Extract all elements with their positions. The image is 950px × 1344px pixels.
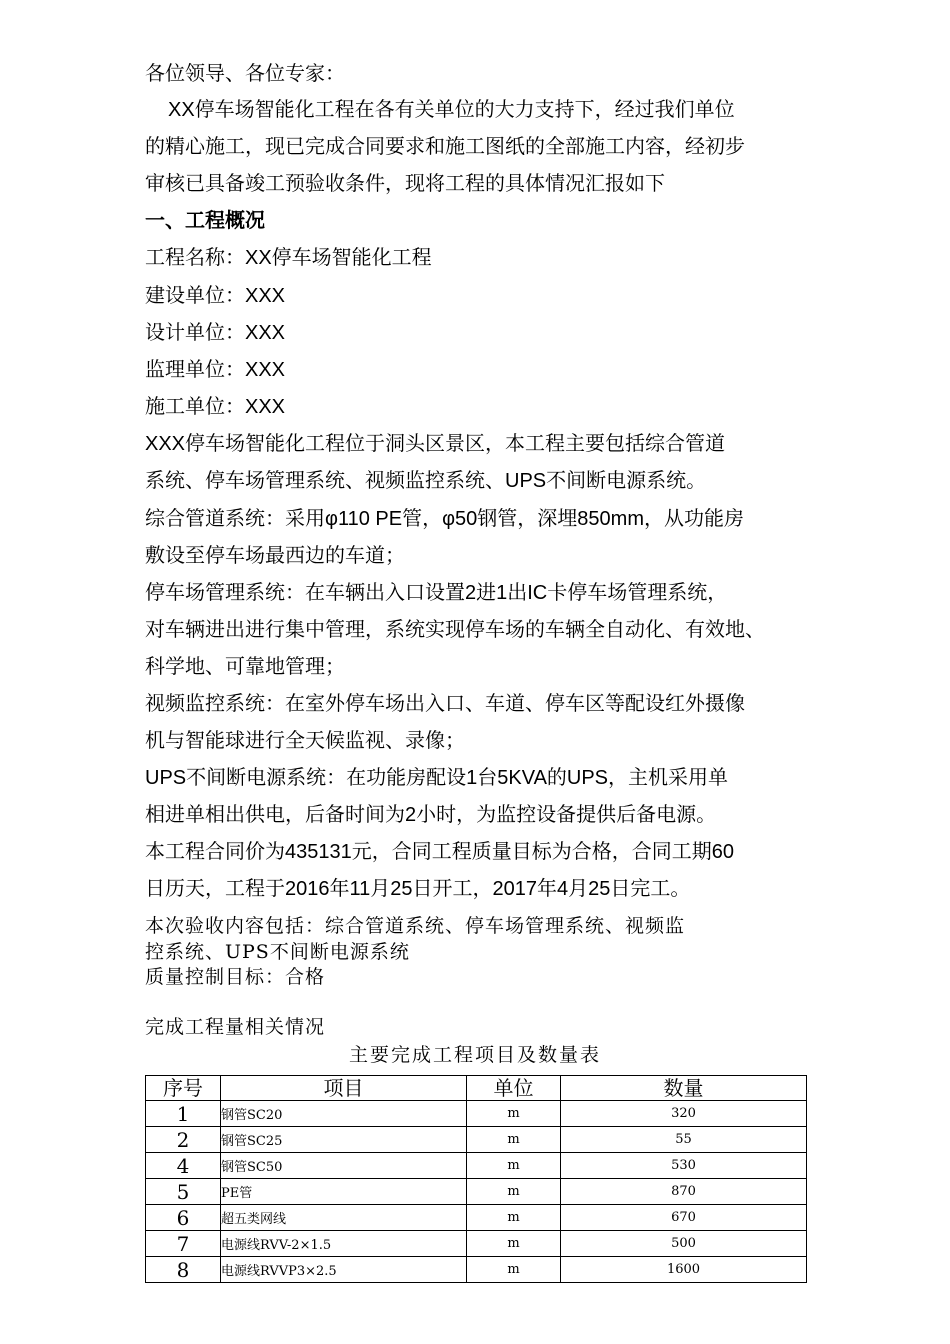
scope-line: 控系统、UPS不间断电源系统 xyxy=(145,941,410,963)
overview-paragraph-line: 系统、停车场管理系统、视频监控系统、UPS不间断电源系统。 xyxy=(145,470,707,492)
contract-line: 日历天，工程于2016年11月25日开工，2017年4月25日完工。 xyxy=(145,878,691,900)
cell-quantity: 320 xyxy=(561,1101,807,1127)
quality-target-line: 质量控制目标：合格 xyxy=(145,966,326,988)
cell-unit: m xyxy=(467,1257,561,1283)
table-row xyxy=(146,1257,807,1283)
cell-unit: m xyxy=(467,1153,561,1179)
table-row xyxy=(146,1179,807,1205)
overview-paragraph-line: XXX停车场智能化工程位于洞头区景区，本工程主要包括综合管道 xyxy=(145,433,726,455)
video-system-line: 机与智能球进行全天候监视、录像； xyxy=(145,730,465,752)
cell-item: 钢管SC20 xyxy=(221,1101,467,1127)
cell-item: PE管 xyxy=(221,1179,467,1205)
section-heading: 一、工程概况 xyxy=(145,210,265,232)
header-item: 项目 xyxy=(221,1076,467,1101)
table-header-row xyxy=(146,1076,807,1101)
cell-unit: m xyxy=(467,1231,561,1257)
designer-text: 设计单位：XXX xyxy=(145,322,286,344)
cell-unit: m xyxy=(467,1101,561,1127)
cell-no: 7 xyxy=(146,1231,221,1257)
intro-paragraph-line: XX停车场智能化工程在各有关单位的大力支持下，经过我们单位 xyxy=(168,99,735,121)
table-row xyxy=(146,1231,807,1257)
table-title: 主要完成工程项目及数量表 xyxy=(348,1044,601,1066)
completed-work-heading: 完成工程量相关情况 xyxy=(145,1016,326,1038)
parking-system-line: 停车场管理系统：在车辆出入口设置2进1出IC卡停车场管理系统， xyxy=(145,582,728,604)
cell-no: 8 xyxy=(146,1257,221,1283)
cell-quantity: 500 xyxy=(561,1231,807,1257)
cell-quantity: 670 xyxy=(561,1205,807,1231)
parking-system-line: 对车辆进出进行集中管理，系统实现停车场的车辆全自动化、有效地、 xyxy=(145,619,765,641)
cell-item: 电源线RVVP3×2.5 xyxy=(221,1257,467,1283)
cell-item: 钢管SC50 xyxy=(221,1153,467,1179)
cell-item: 电源线RVV-2×1.5 xyxy=(221,1231,467,1257)
cell-quantity: 530 xyxy=(561,1153,807,1179)
cell-quantity: 870 xyxy=(561,1179,807,1205)
cell-no: 1 xyxy=(146,1101,221,1127)
project-name-text: 工程名称：XX停车场智能化工程 xyxy=(145,247,432,269)
ups-system-line: UPS不间断电源系统：在功能房配设1台5KVA的UPS，主机采用单 xyxy=(145,767,729,789)
contractor-text: 施工单位：XXX xyxy=(145,396,286,418)
cell-quantity: 55 xyxy=(561,1127,807,1153)
cell-no: 4 xyxy=(146,1153,221,1179)
table-row xyxy=(146,1205,807,1231)
table-row xyxy=(146,1127,807,1153)
scope-line: 本次验收内容包括：综合管道系统、停车场管理系统、视频监 xyxy=(145,915,686,937)
header-no: 序号 xyxy=(146,1076,221,1101)
cell-quantity: 1600 xyxy=(561,1257,807,1283)
cell-unit: m xyxy=(467,1205,561,1231)
table-row xyxy=(146,1153,807,1179)
video-system-line: 视频监控系统：在室外停车场出入口、车道、停车区等配设红外摄像 xyxy=(145,693,745,715)
pipe-system-line: 敷设至停车场最西边的车道； xyxy=(145,545,405,567)
cell-unit: m xyxy=(467,1179,561,1205)
cell-unit: m xyxy=(467,1127,561,1153)
cell-item: 超五类网线 xyxy=(221,1205,467,1231)
cell-no: 5 xyxy=(146,1179,221,1205)
supervisor-text: 监理单位：XXX xyxy=(145,359,286,381)
intro-paragraph-line: 的精心施工，现已完成合同要求和施工图纸的全部施工内容，经初步 xyxy=(145,136,745,158)
header-unit: 单位 xyxy=(467,1076,561,1101)
parking-system-line: 科学地、可靠地管理； xyxy=(145,656,345,678)
header-quantity: 数量 xyxy=(561,1076,807,1101)
intro-paragraph-line: 审核已具备竣工预验收条件，现将工程的具体情况汇报如下 xyxy=(145,173,665,195)
cell-no: 6 xyxy=(146,1205,221,1231)
pipe-system-line: 综合管道系统：采用φ110 PE管，φ50钢管，深埋850mm，从功能房 xyxy=(145,508,744,530)
table-row xyxy=(146,1101,807,1127)
cell-item: 钢管SC25 xyxy=(221,1127,467,1153)
ups-system-line: 相进单相出供电，后备时间为2小时，为监控设备提供后备电源。 xyxy=(145,804,717,826)
quantity-table xyxy=(145,1075,807,1283)
contract-line: 本工程合同价为435131元，合同工程质量目标为合格，合同工期60 xyxy=(145,841,734,863)
greeting-text: 各位领导、各位专家： xyxy=(145,63,345,85)
builder-text: 建设单位：XXX xyxy=(145,285,286,307)
cell-no: 2 xyxy=(146,1127,221,1153)
